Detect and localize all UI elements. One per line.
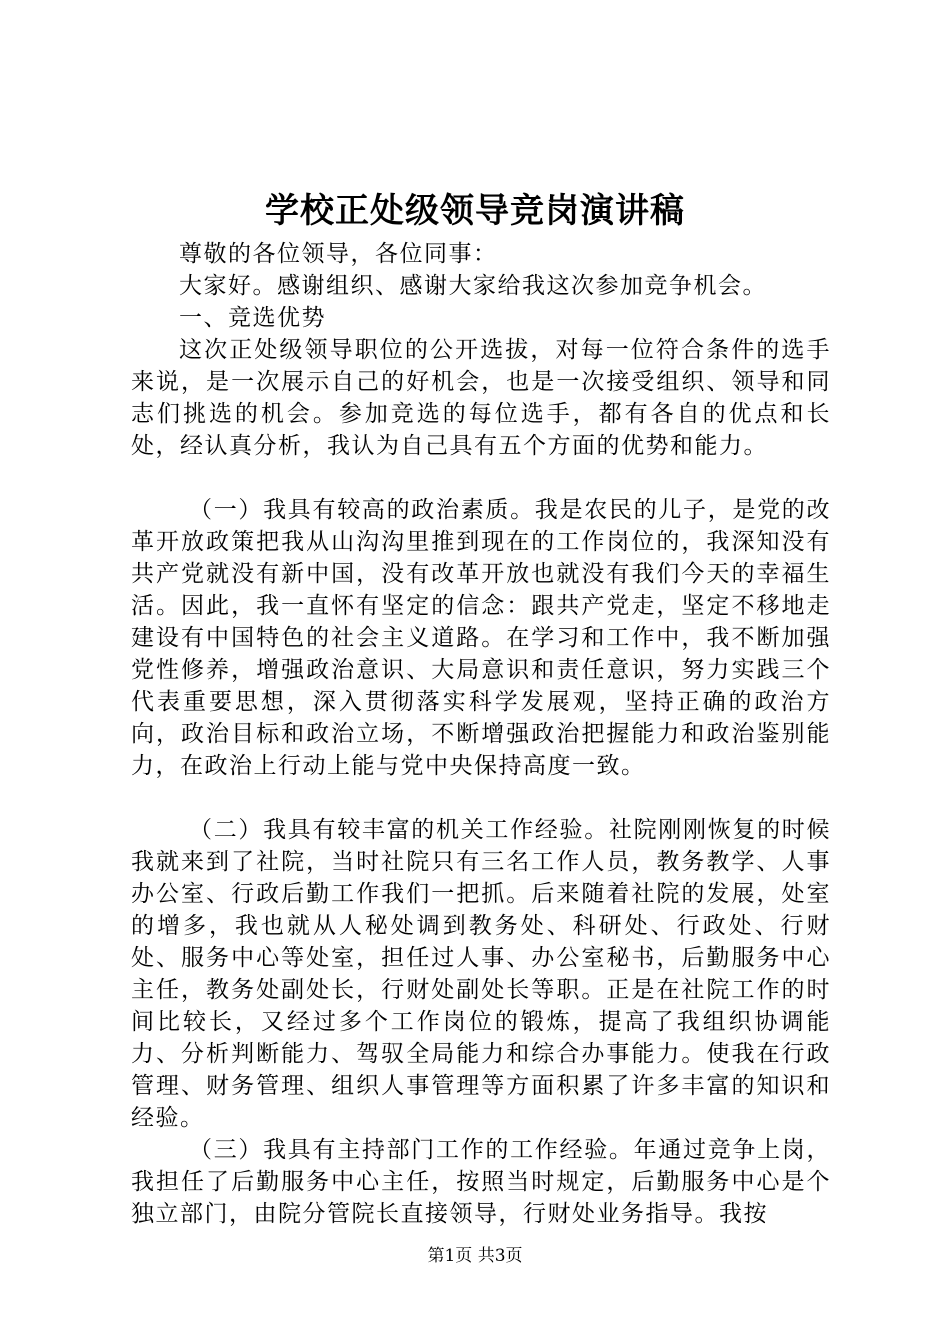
salutation: 尊敬的各位领导，各位同事： <box>179 241 498 267</box>
paragraph-point-3: （三）我具有主持部门工作的工作经验。年通过竞争上岗，我担任了后勤服务中心主任，按照当时规定，后勤服务中心是个独立部门，由院分管院长直接领导，行财处业务指导。我按 <box>131 1137 831 1227</box>
paragraph-intro: 这次正处级领导职位的公开选拔，对每一位符合条件的选手来说，是一次展示自己的好机会，也是一次接受组织、领导和同志们挑选的机会。参加竞选的每位选手，都有各自的优点和长处，经认真分析，我认为自己具有五个方面的优势和能力。 <box>131 337 831 459</box>
page-footer: 第1页 共3页 <box>427 1246 523 1266</box>
paragraph-gap <box>131 782 831 814</box>
document-title: 学校正处级领导竞岗演讲稿 <box>265 191 685 231</box>
section-heading: 一、竞选优势 <box>179 305 326 331</box>
paragraph-point-1: （一）我具有较高的政治素质。我是农民的儿子，是党的改革开放政策把我从山沟沟里推到现在的工作岗位的，我深知没有共产党就没有新中国，没有改革开放也就没有我们今天的幸福生活。因此，我一直怀有坚定的信念：跟共产党走，坚定不移地走建设有中国特色的社会主义道路。在学习和工作中，我不断加强党性修养，增强政治意识、大局意识和责任意识，努力实践三个代表重要思想，深入贯彻落实科学发展观，坚持正确的政治方向，政治目标和政治立场，不断增强政治把握能力和政治鉴别能力，在政治上行动上能与党中央保持高度一致。 <box>131 497 831 779</box>
document-body <box>131 238 831 1230</box>
paragraph-gap <box>131 462 831 494</box>
greeting: 大家好。感谢组织、感谢大家给我这次参加竞争机会。 <box>179 273 767 299</box>
paragraph-point-2: （二）我具有较丰富的机关工作经验。社院刚刚恢复的时候我就来到了社院，当时社院只有三名工作人员，教务教学、人事办公室、行政后勤工作我们一把抓。后来随着社院的发展，处室的增多，我也就从人秘处调到教务处、科研处、行政处、行财处、服务中心等处室，担任过人事、办公室秘书，后勤服务中心主任，教务处副处长，行财处副处长等职。正是在社院工作的时间比较长，又经过多个工作岗位的锻炼，提高了我组织协调能力、分析判断能力、驾驭全局能力和综合办事能力。使我在行政管理、财务管理、组织人事管理等方面积累了许多丰富的知识和经验。 <box>131 817 831 1131</box>
